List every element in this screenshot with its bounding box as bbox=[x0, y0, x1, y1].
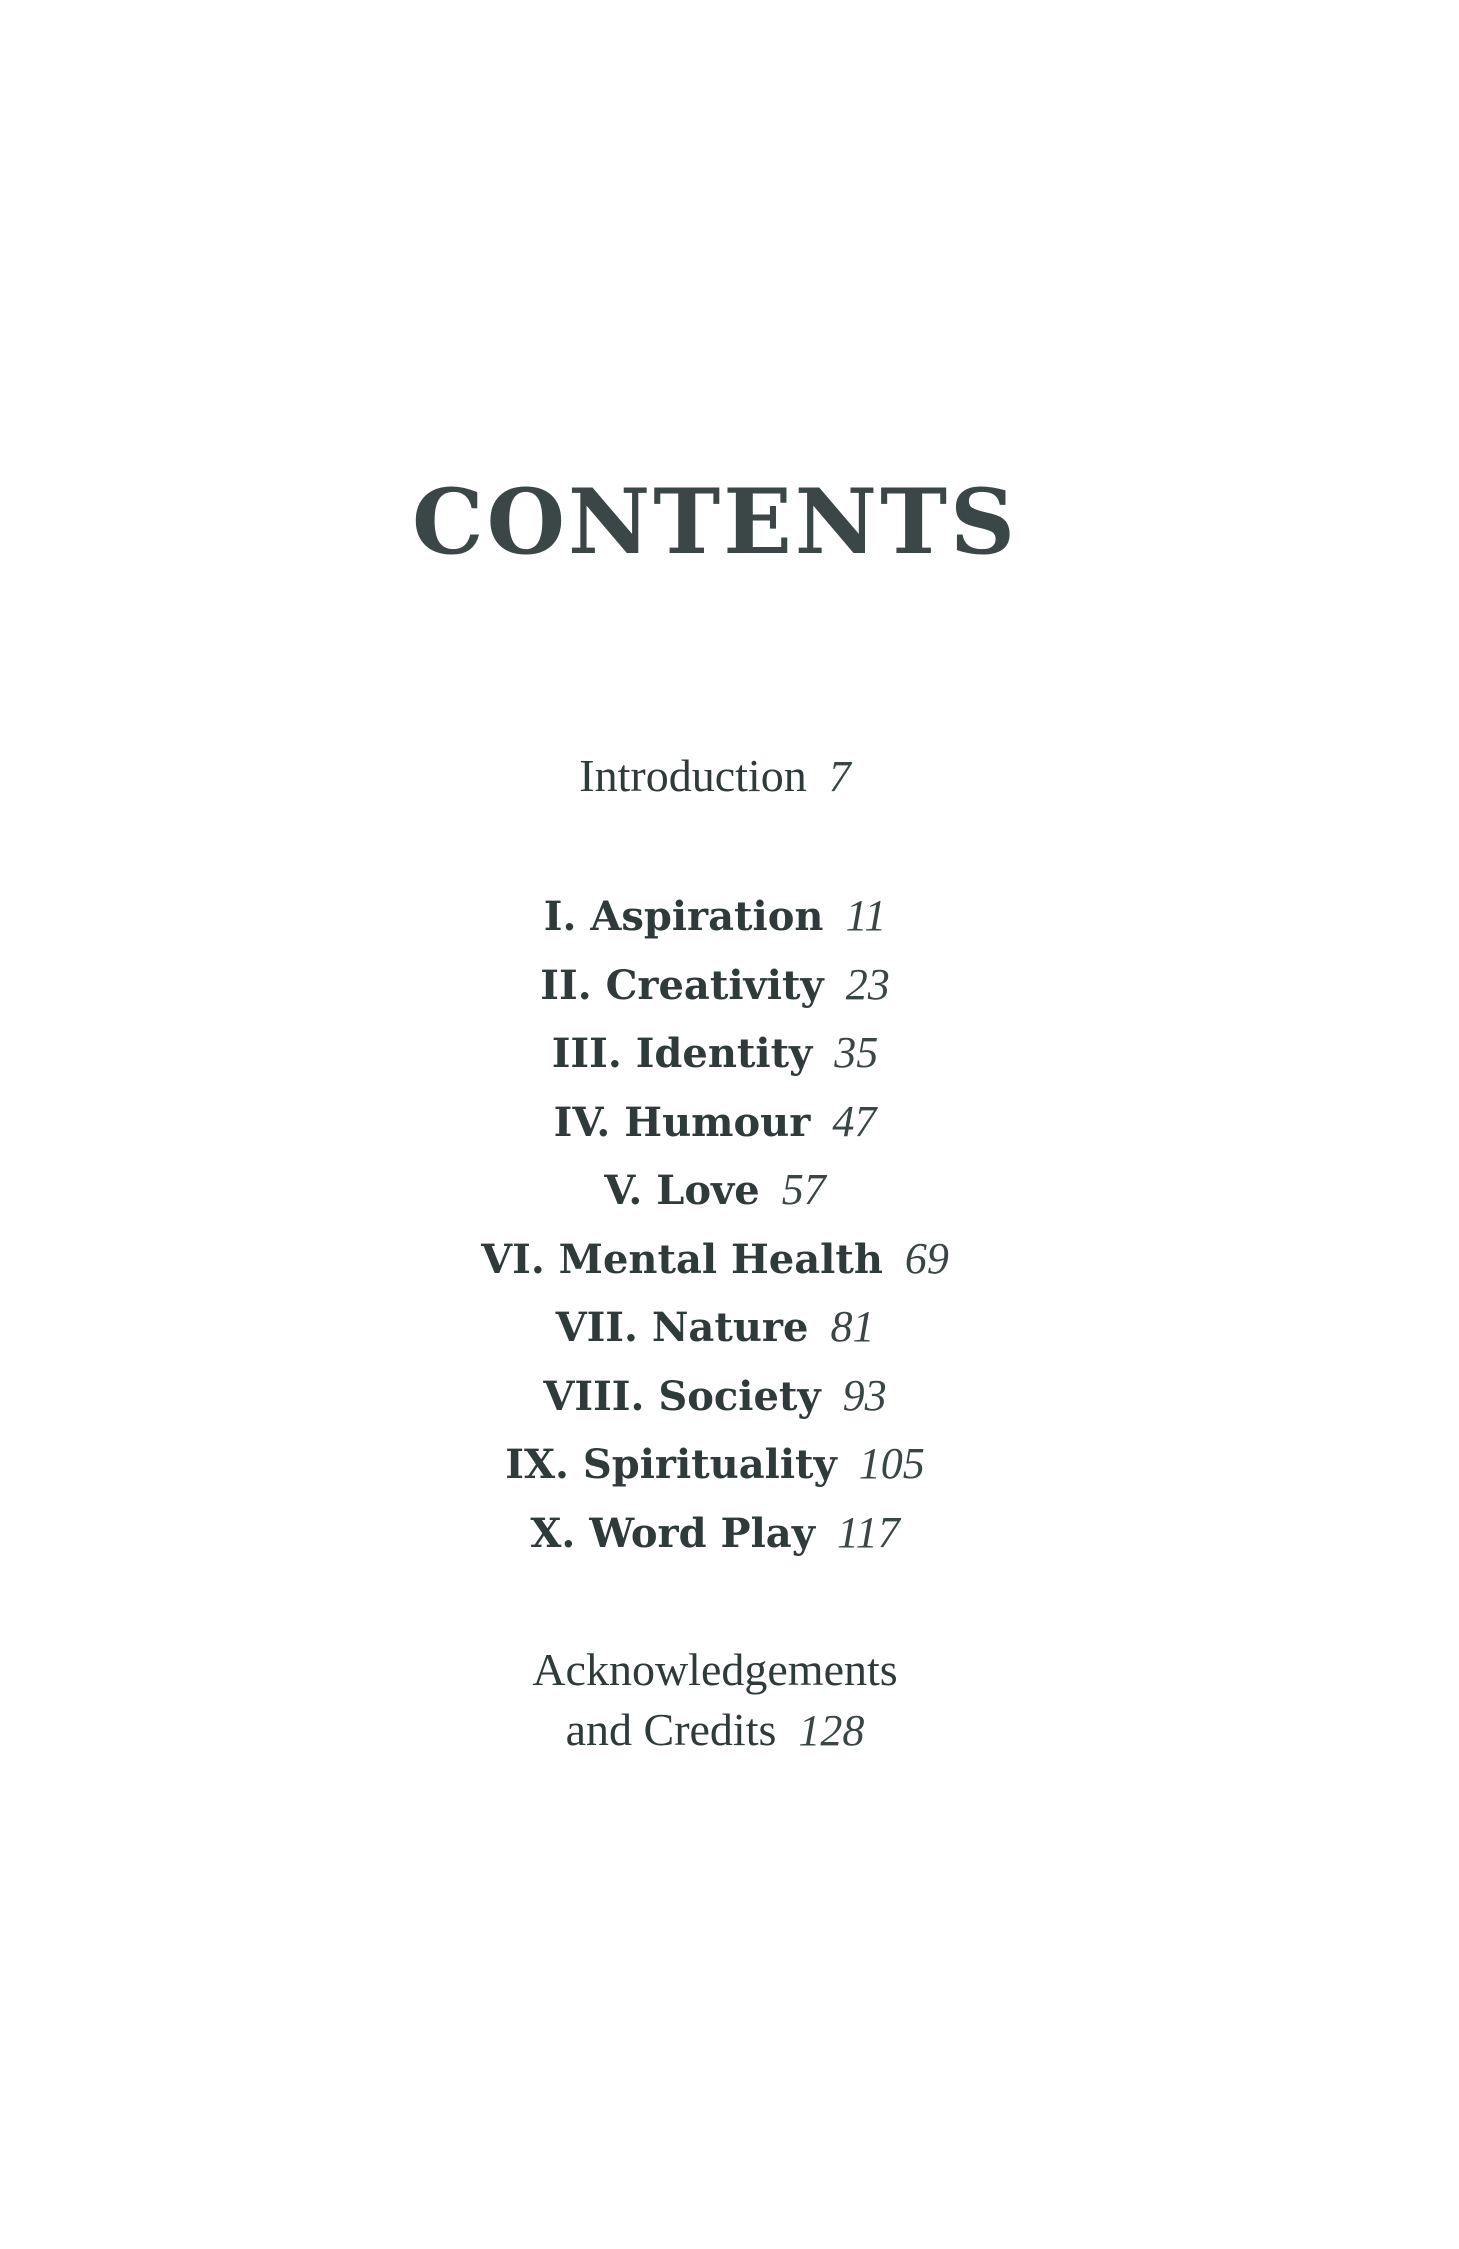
toc-entry-label: II. Creativity bbox=[540, 961, 824, 1009]
toc-entry-label: and Credits bbox=[565, 1704, 777, 1755]
toc-entry-chapter[interactable] bbox=[0, 1156, 1430, 1225]
toc-entry-chapter[interactable] bbox=[0, 1499, 1430, 1568]
toc-entry-chapter[interactable] bbox=[0, 1225, 1430, 1294]
toc-entry-introduction[interactable] bbox=[0, 746, 1430, 807]
toc-entry-label: I. Aspiration bbox=[543, 893, 824, 940]
toc-entry-label: VIII. Society bbox=[543, 1372, 821, 1420]
toc-page-number: 35 bbox=[834, 1028, 879, 1077]
toc-entry-label: VI. Mental Health bbox=[481, 1235, 883, 1283]
toc-page-number: 69 bbox=[904, 1233, 949, 1283]
toc-page-number: 47 bbox=[832, 1096, 877, 1146]
toc-page-number: 81 bbox=[830, 1302, 875, 1351]
toc-entry-acknowledgements[interactable] bbox=[0, 1640, 1430, 1761]
toc-entry-label-line-2 bbox=[0, 1700, 1430, 1761]
chapter-list bbox=[0, 882, 1430, 1567]
toc-entry-chapter[interactable] bbox=[0, 1430, 1430, 1499]
toc-entry-label: X. Word Play bbox=[530, 1509, 815, 1557]
toc-entry-chapter[interactable] bbox=[0, 882, 1430, 951]
toc-page-number: 7 bbox=[828, 752, 851, 801]
toc-entry-label: V. Love bbox=[604, 1167, 760, 1214]
toc-page-number: 23 bbox=[845, 959, 890, 1009]
toc-entry-chapter[interactable] bbox=[0, 1362, 1430, 1431]
toc-page-number: 57 bbox=[781, 1165, 826, 1214]
toc-entry-label: IV. Humour bbox=[553, 1098, 811, 1146]
toc-entry-label: IX. Spirituality bbox=[505, 1441, 837, 1488]
toc-entry-label-line-1: Acknowledgements bbox=[532, 1644, 898, 1695]
toc-entry-chapter[interactable] bbox=[0, 1019, 1430, 1088]
toc-page-number: 117 bbox=[836, 1507, 900, 1557]
toc-entry-chapter[interactable] bbox=[0, 1088, 1430, 1157]
toc-page-number: 93 bbox=[842, 1370, 887, 1420]
toc-page-number: 11 bbox=[845, 891, 887, 940]
toc-entry-chapter[interactable] bbox=[0, 1293, 1430, 1362]
toc-entry-label: III. Identity bbox=[551, 1030, 813, 1077]
toc-entry-chapter[interactable] bbox=[0, 951, 1430, 1020]
toc-page-number: 105 bbox=[858, 1439, 925, 1488]
toc-page-number: 128 bbox=[798, 1706, 865, 1755]
page-title: CONTENTS bbox=[411, 469, 1019, 575]
toc-entry-label: Introduction bbox=[579, 750, 807, 801]
toc-entry-label: VII. Nature bbox=[555, 1304, 809, 1351]
